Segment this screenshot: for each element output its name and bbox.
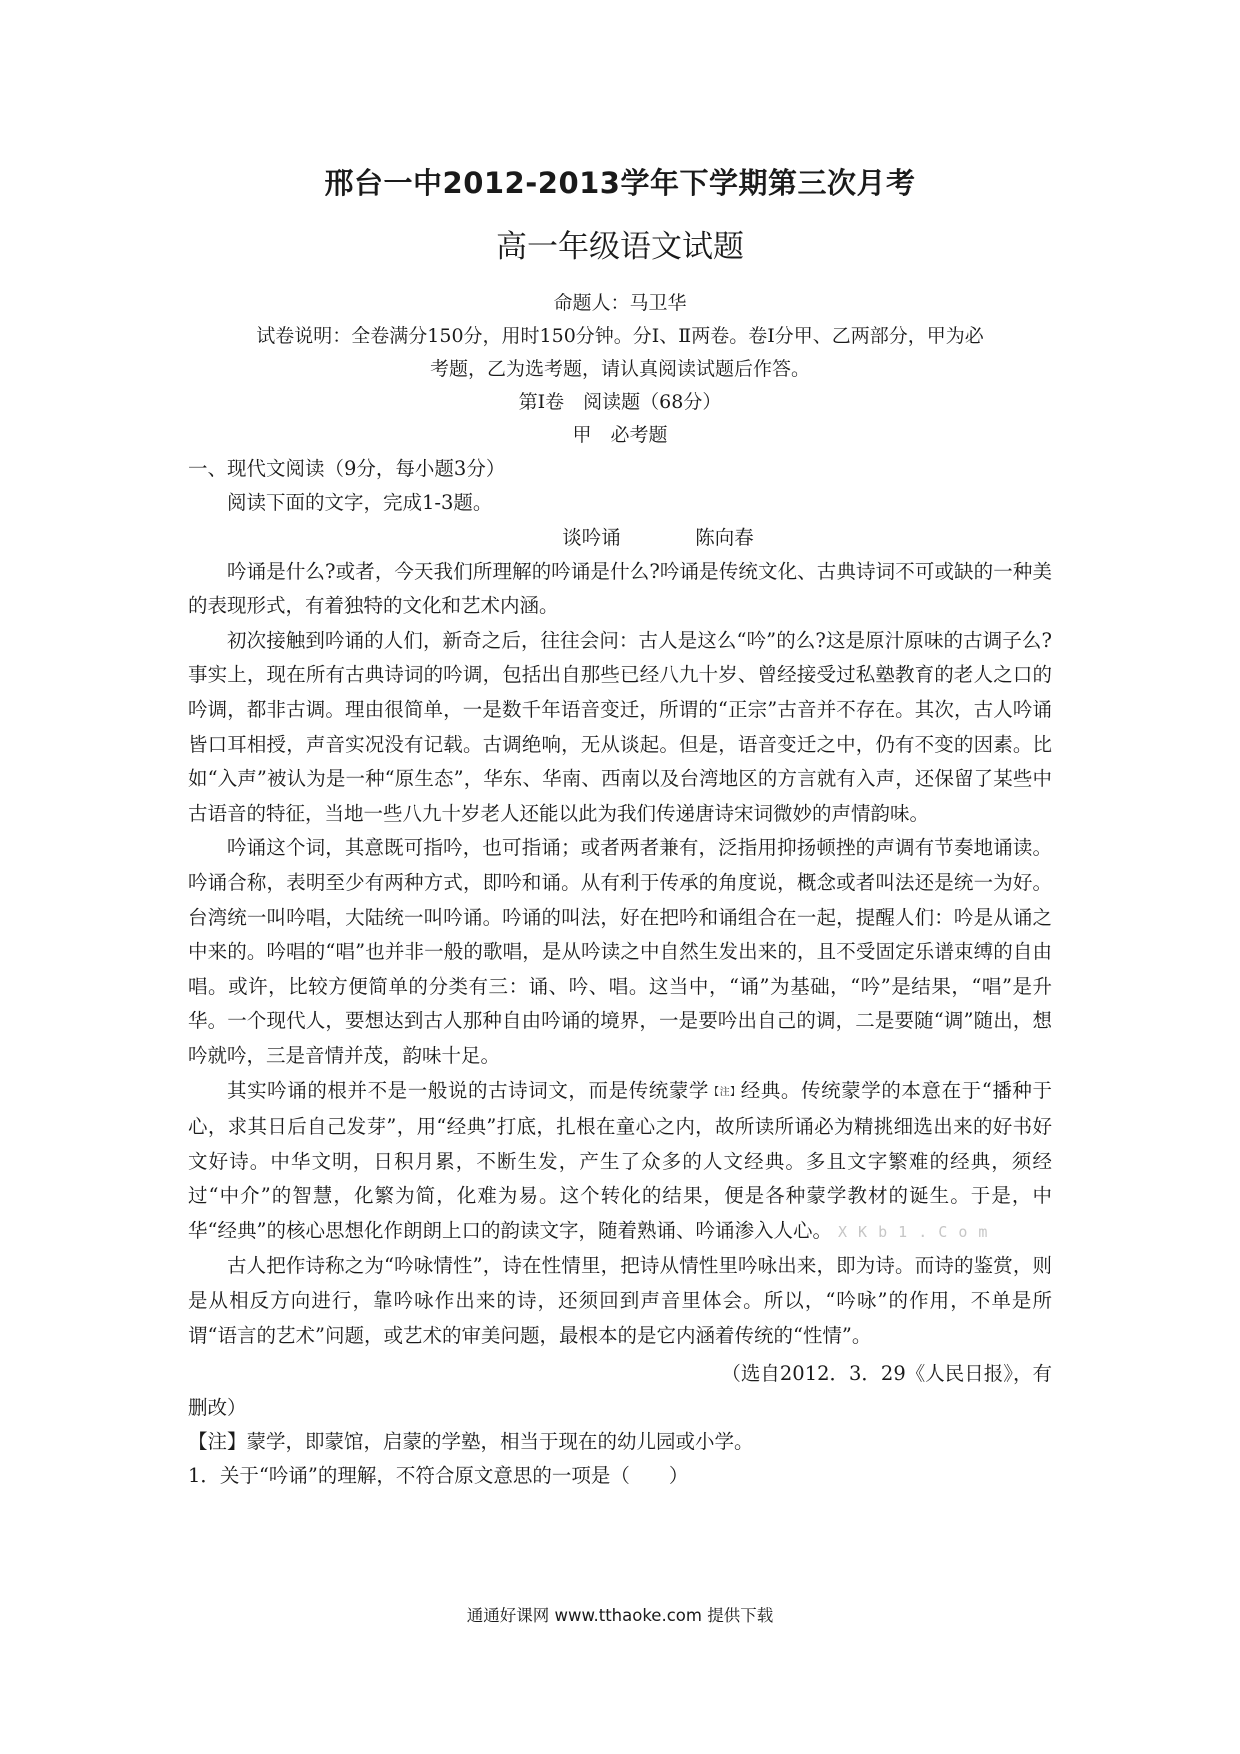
article-title-line — [188, 521, 1052, 555]
volume-title: 第Ⅰ卷 阅读题（68分） — [518, 391, 722, 413]
instructions-line-1: 试卷说明：全卷满分150分，用时150分钟。分Ⅰ、Ⅱ两卷。卷Ⅰ分甲、乙两部分，甲为必 — [256, 325, 984, 347]
article-source-continued: 删改） — [188, 1396, 247, 1420]
paragraph-4-rest: 经典。传统蒙学的本意在于“播种于心，求其日后自己发芽”，用“经典”打底，扎根在童心之内，故所读所诵必为精挑细选出来的好书好文好诗。中华文明，日积月累，不断生发，产生了众多的人文经典。多且文字繁难的经典，须经过“中介”的智慧，化繁为简，化难为易。这个转化的结果，便是各种蒙学教材的诞生。于是，中华“经典”的核心思想化作朗朗上口的韵读文字，随着熟诵、吟诵渗入人心。 — [188, 1078, 1052, 1242]
article-paragraph-4 — [188, 1074, 1052, 1250]
article-paragraph-1: 吟诵是什么?或者，今天我们所理解的吟诵是什么?吟诵是传统文化、古典诗词不可或缺的一种美的表现形式，有着独特的文化和艺术内涵。 — [188, 559, 1052, 618]
question-setter: 命题人：马卫华 — [553, 292, 687, 314]
article-author: 陈向春 — [695, 525, 754, 549]
article-paragraph-5: 古人把作诗称之为“吟咏情性”，诗在性情里，把诗从情性里吟咏出来，即为诗。而诗的鉴赏，则是从相反方向进行，靠吟咏作出来的诗，还须回到声音里体会。所以，“吟咏”的作用，不单是所谓“语言的艺术”问题，或艺术的审美问题，最根本的是它内涵着传统的“性情”。 — [188, 1254, 1052, 1347]
note-marker: 【注】 — [709, 1086, 741, 1098]
footnote: 【注】蒙学，即蒙馆，启蒙的学塾，相当于现在的幼儿园或小学。 — [188, 1430, 754, 1454]
part-title: 甲 必考题 — [572, 424, 668, 446]
section-heading: 一、现代文阅读（9分，每小题3分） — [188, 457, 506, 480]
reading-directive: 阅读下面的文字，完成1-3题。 — [227, 491, 493, 514]
paragraph-4-start: 其实吟诵的根并不是一般说的古诗词文，而是传统蒙学 — [227, 1078, 710, 1102]
question-1: 1．关于“吟诵”的理解，不符合原文意思的一项是（ ） — [188, 1464, 689, 1488]
article-paragraph-2: 初次接触到吟诵的人们，新奇之后，往往会问：古人是这么“吟”的么?这是原汁原味的古调子么?事实上，现在所有古典诗词的吟调，包括出自那些已经八九十岁、曾经接受过私塾教育的老人之口的吟调，都非古调。理由很简单，一是数千年语音变迁，所谓的“正宗”古音并不存在。其次，古人吟诵皆口耳相授，声音实况没有记载。古调绝响，无从谈起。但是，语音变迁之中，仍有不变的因素。比如“入声”被认为是一种“原生态”，华东、华南、西南以及台湾地区的方言就有入声，还保留了某些中古语音的特征，当地一些八九十岁老人还能以此为我们传递唐诗宋词微妙的声情韵味。 — [188, 628, 1052, 825]
exam-subtitle: 高一年级语文试题 — [496, 229, 744, 265]
page-footer: 通通好课网 www.tthaoke.com 提供下载 — [466, 1606, 774, 1625]
exam-page — [188, 150, 1052, 1493]
article-title: 谈吟诵 — [562, 525, 621, 549]
watermark-text: X K b 1 . C o m — [837, 1222, 989, 1241]
instructions-line-2: 考题，乙为选考题，请认真阅读试题后作答。 — [429, 358, 810, 380]
article-paragraph-3: 吟诵这个词，其意既可指吟，也可指诵；或者两者兼有，泛指用抑扬顿挫的声调有节奏地诵读。吟诵合称，表明至少有两种方式，即吟和诵。从有利于传承的角度说，概念或者叫法还是统一为好。台湾统一叫吟唱，大陆统一叫吟诵。吟诵的叫法，好在把吟和诵组合在一起，提醒人们：吟是从诵之中来的。吟唱的“唱”也并非一般的歌唱，是从吟读之中自然生发出来的，且不受固定乐谱束缚的自由唱。或许，比较方便简单的分类有三：诵、吟、唱。这当中，“诵”为基础，“吟”是结果，“唱”是升华。一个现代人，要想达到古人那种自由吟诵的境界，一是要吟出自己的调，二是要随“调”随出，想吟就吟，三是音情并茂，韵味十足。 — [188, 836, 1052, 1067]
article-source: （选自2012．3．29《人民日报》，有 — [721, 1362, 1052, 1386]
exam-title: 邢台一中2012-2013学年下学期第三次月考 — [324, 166, 916, 200]
